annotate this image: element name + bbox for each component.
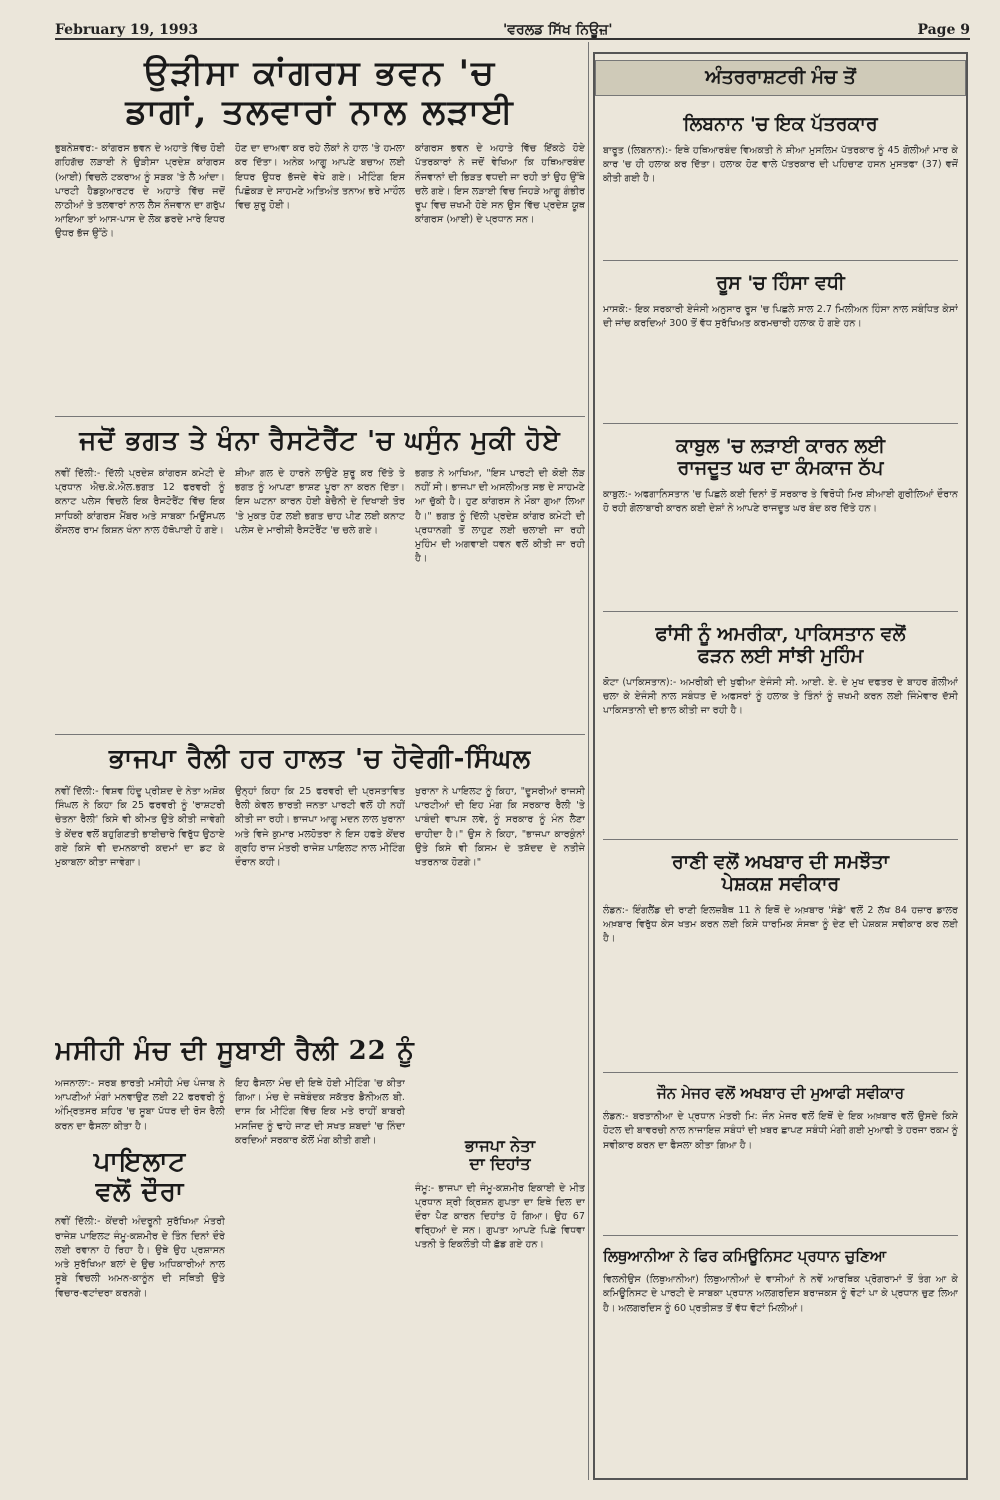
- headline-line: ਮਸੀਹੀ ਮੰਚ ਦੀ ਸੂਬਾਈ ਰੈਲੀ 22 ਨੂੰ: [55, 1036, 415, 1066]
- headline-line: ਪਾਇਲਾਟ: [93, 1146, 187, 1177]
- headline-line: ਜਦੋਂ ਭਗਤ ਤੇ ਖੰਨਾ ਰੈਸਟੋਰੈਂਟ 'ਚ ਘਸੁੰਨ ਮੁਕੀ ਹੋਏ: [79, 426, 561, 456]
- headline-line: ਲਿਬਨਾਨ 'ਚ ਇਕ ਪੱਤਰਕਾਰ: [683, 113, 878, 135]
- story-text: ਜੰਮੂ:- ਭਾਜਪਾ ਦੀ ਜੰਮੂ-ਕਸ਼ਮੀਰ ਇਕਾਈ ਦੇ ਮੀਤ ਪ੍ਰਧਾਨ ਸ਼੍ਰੀ ਕ੍ਰਿਸ਼ਨ ਗੁਪਤਾ ਦਾ ਇਥੇ ਦਿਲ ਦਾ ਦੌਰਾ ਪੈਣ ਕਾਰਨ ਦਿਹਾਂਤ ਹੋ ਗਿਆ। ਉਹ 67 ਵਰ੍ਹਿਆਂ ਦੇ ਸਨ। ਗੁਪਤਾ ਆਪਣੇ ਪਿਛੇ ਵਿਧਵਾ ਪਤਨੀ ਤੇ ਇਕਲੌਤੀ ਧੀ ਛੱਡ ਗਏ ਹਨ।: [415, 1182, 585, 1251]
- headline-line: ਫੜਨ ਲਈ ਸਾਂਝੀ ਮੁਹਿੰਮ: [697, 644, 864, 667]
- column-divider: [588, 42, 589, 1480]
- section-band: [595, 60, 966, 96]
- story-christian-rally: [55, 1031, 585, 1471]
- headline-line: ਦਾ ਦਿਹਾਂਤ: [469, 1154, 531, 1174]
- issue-date: February 19, 1993: [55, 22, 199, 38]
- divider: [55, 734, 585, 735]
- headline-line: ਰਾਜਦੂਤ ਘਰ ਦਾ ਕੰਮਕਾਜ ਠੱਪ: [677, 456, 884, 479]
- story-text: ਲੰਡਨ:- ਬਰਤਾਨੀਆ ਦੇ ਪ੍ਰਧਾਨ ਮੰਤਰੀ ਮਿ: ਜੌਨ ਮੇਜਰ ਵਲੋਂ ਇਥੋਂ ਦੇ ਇਕ ਅਖ਼ਬਾਰ ਵਲੋਂ ਉਸਦੇ ਕਿਸੇ ਹੋਟਲ ਦੀ ਬਾਵਰਚੀ ਨਾਲ ਨਾਜਾਇਜ਼ ਸਬੰਧਾਂ ਦੀ ਖ਼ਬਰ ਛਾਪਣ ਸਬੰਧੀ ਮੰਗੀ ਗਈ ਮੁਆਫੀ ਤੇ ਹਰਜਾ ਰਕਮ ਨੂੰ ਸਵੀਕਾਰ ਕਰਨ ਦਾ ਫੈਸਲਾ ਕੀਤਾ ਗਿਆ ਹੈ।: [603, 1111, 958, 1151]
- headline-line: ਡਾਗਾਂ, ਤਲਵਾਰਾਂ ਨਾਲ ਲੜਾਈ: [125, 92, 515, 133]
- headline-line: ਰੂਸ 'ਚ ਹਿੰਸਾ ਵਧੀ: [716, 272, 845, 294]
- headline-line: ਲਿਥੁਆਨੀਆ ਨੇ ਫਿਰ ਕਮਿਊਨਿਸਟ ਪ੍ਰਧਾਨ ਚੁਣਿਆ: [603, 1247, 887, 1265]
- story-text: ਇਹ ਫੈਸਲਾ ਮੰਚ ਦੀ ਇਥੇ ਹੋਈ ਮੀਟਿੰਗ 'ਚ ਕੀਤਾ ਗਿਆ। ਮੰਚ ਦੇ ਜਥੇਬੰਦਕ ਸਕੱਤਰ ਡੈਨੀਅਲ ਬੀ. ਦਾਸ ਕਿ ਮੀਟਿੰਗ ਵਿੱਚ ਇਕ ਮਤੇ ਰਾਹੀਂ ਬਾਬਰੀ ਮਸਜਿਦ ਨੂੰ ਢਾਹੇ ਜਾਣ ਦੀ ਸਖਤ ਸ਼ਬਦਾਂ 'ਚ ਨਿੰਦਾ ਕਰਦਿਆਂ ਸਰਕਾਰ ਕੋਲੋਂ ਮੰਗ ਕੀਤੀ ਗਈ।: [235, 1077, 405, 1146]
- story-text: ਮਾਸਕੋ:- ਇਕ ਸਰਕਾਰੀ ਏਜੰਸੀ ਅਨੁਸਾਰ ਰੂਸ 'ਚ ਪਿਛਲੇ ਸਾਲ 2.7 ਮਿਲੀਅਨ ਹਿੰਸਾ ਨਾਲ ਸਬੰਧਿਤ ਕੇਸਾਂ ਦੀ ਜਾਂਚ ਕਰਦਿਆਂ 300 ਤੋਂ ਵੱਧ ਸੁਰੱਖਿਅਤ ਕਰਮਚਾਰੀ ਹਲਾਕ ਹੋ ਗਏ ਹਨ।: [603, 303, 958, 330]
- international-column: [593, 52, 968, 1480]
- side-story: [603, 618, 958, 833]
- story-orissa: [55, 42, 585, 410]
- story-text: ਬਾਰੂਤ (ਲਿਬਨਾਨ):- ਇਥੇ ਹਥਿਆਰਬੰਦ ਵਿਅਕਤੀ ਨੇ ਸ਼ੀਆ ਮੁਸਲਿਮ ਪੱਤਰਕਾਰ ਨੂੰ 45 ਗੋਲੀਆਂ ਮਾਰ ਕੇ ਕਾਰ 'ਚ ਹੀ ਹਲਾਕ ਕਰ ਦਿੱਤਾ। ਹਲਾਕ ਹੋਣ ਵਾਲੇ ਪੱਤਰਕਾਰ ਦੀ ਪਹਿਚਾਣ ਹਸਨ ਮੁਸਤਫਾ (37) ਵਜੋਂ ਕੀਤੀ ਗਈ ਹੈ।: [603, 144, 958, 185]
- page-header: [55, 14, 970, 40]
- story-text: ਕਾਂਗਰਸ ਭਵਨ ਦੇ ਅਹਾਤੇ ਵਿੱਚ ਇੱਕਠੇ ਹੋਏ ਪੱਤਰਕਾਰਾਂ ਨੇ ਜਦੋਂ ਵੇਖਿਆ ਕਿ ਹਥਿਆਰਬੰਦ ਨੌਜਵਾਨਾਂ ਦੀ ਭਿੜਤ ਵਧਦੀ ਜਾ ਰਹੀ ਤਾਂ ਉਹ ਉੱਥੇ ਚਲੇ ਗਏ। ਇਸ ਲੜਾਈ ਵਿਚ ਜਿਹੜੇ ਆਗੂ ਗੰਭੀਰ ਰੂਪ ਵਿਚ ਜ਼ਖਮੀ ਹੋਏ ਸਨ ਉਸ ਵਿੱਚ ਪ੍ਰਦੇਸ਼ ਯੂਥ ਕਾਂਗਰਸ (ਆਈ) ਦੇ ਪ੍ਰਧਾਨ ਸਨ।: [415, 143, 585, 226]
- side-story: [603, 846, 958, 1066]
- page-number: Page 9: [917, 22, 970, 38]
- headline-line: ਉੜੀਸਾ ਕਾਂਗਰਸ ਭਵਨ 'ਚ: [144, 53, 496, 93]
- divider: [603, 423, 958, 424]
- section-title: ਅੰਤਰਰਾਸ਼ਟਰੀ ਮੰਚ ਤੋਂ: [705, 66, 856, 89]
- story-text: ਨਵੀਂ ਦਿੱਲੀ:- ਦਿੱਲੀ ਪ੍ਰਦੇਸ਼ ਕਾਂਗਰਸ ਕਮੇਟੀ ਦੇ ਪ੍ਰਧਾਨ ਐਚ.ਕੇ.ਐਲ.ਭਗਤ 12 ਫਰਵਰੀ ਨੂੰ ਕਨਾਟ ਪਲੇਸ ਵਿਚਲੇ ਇਕ ਰੈਸਟੋਰੈਂਟ ਵਿੱਚ ਇਕ ਸਾਧਿਕੀ ਕਾਂਗਰਸ ਮੈਂਬਰ ਅਤੇ ਸਾਬਕਾ ਮਿਊਂਸਪਲ ਕੌਂਸਲਰ ਰਾਮ ਕਿਸ਼ਨ ਖੰਨਾ ਨਾਲ ਹੱਥੋਪਾਈ ਹੋ ਗਏ।: [55, 467, 225, 536]
- side-story: [603, 430, 958, 605]
- headline-line: ਫਾਂਸੀ ਨੂੰ ਅਮਰੀਕਾ, ਪਾਕਿਸਤਾਨ ਵਲੋਂ: [655, 623, 906, 645]
- story-text: ਨਵੀਂ ਦਿੱਲੀ:- ਕੇਂਦਰੀ ਅੰਦਰੂਨੀ ਸੁਰੱਖਿਆ ਮੰਤਰੀ ਰਾਜੇਸ਼ ਪਾਇਲਟ ਜੰਮੂ-ਕਸ਼ਮੀਰ ਦੇ ਤਿੰਨ ਦਿਨਾਂ ਦੌਰੇ ਲਈ ਰਵਾਨਾ ਹੋ ਰਿਹਾ ਹੈ। ਉਥੇ ਉਹ ਪ੍ਰਸ਼ਾਸਨ ਅਤੇ ਸੁਰੱਖਿਆ ਬਲਾਂ ਦੇ ਉਚ ਅਧਿਕਾਰੀਆਂ ਨਾਲ ਸੂਬੇ ਵਿਚਲੀ ਅਮਨ-ਕਾਨੂੰਨ ਦੀ ਸਥਿਤੀ ਉਤੇ ਵਿਚਾਰ-ਵਟਾਂਦਰਾ ਕਰਨਗੇ।: [55, 1216, 225, 1299]
- side-story: [603, 104, 958, 254]
- story-text: ਕੋਟਾ (ਪਾਕਿਸਤਾਨ):- ਅਮਰੀਕੀ ਦੀ ਖੁਫੀਆ ਏਜੰਸੀ ਸੀ. ਆਈ. ਏ. ਦੇ ਮੁਖ ਦਫਤਰ ਦੇ ਬਾਹਰ ਗੋਲੀਆਂ ਚਲਾ ਕੇ ਏਜੰਸੀ ਨਾਲ ਸਬੰਧਤ ਦੋ ਅਫਸਰਾਂ ਨੂੰ ਹਲਾਕ ਤੇ ਤਿੰਨਾਂ ਨੂੰ ਜ਼ਖਮੀ ਕਰਨ ਲਈ ਜਿੰਮੇਵਾਰ ਦੱਸੀ ਪਾਕਿਸਤਾਨੀ ਦੀ ਭਾਲ ਕੀਤੀ ਜਾ ਰਹੀ ਹੈ।: [603, 676, 958, 717]
- side-story: [603, 1079, 958, 1229]
- divider: [603, 839, 958, 840]
- story-text: ਲੰਡਨ:- ਇੰਗਲੈਂਡ ਦੀ ਰਾਣੀ ਇਲਜ਼ਬੈਥ 11 ਨੇ ਇਥੋਂ ਦੇ ਅਖ਼ਬਾਰ 'ਸੰਡੇ' ਵਲੋਂ 2 ਲੱਖ 84 ਹਜ਼ਾਰ ਡਾਲਰ ਅਖ਼ਬਾਰ ਵਿਰੁੱਧ ਕੇਸ ਖਤਮ ਕਰਨ ਲਈ ਕਿਸੇ ਧਾਰਮਿਕ ਸੰਸਥਾ ਨੂੰ ਦੇਣ ਦੀ ਪੇਸ਼ਕਸ਼ ਸਵੀਕਾਰ ਕਰ ਲਈ ਹੈ।: [603, 904, 958, 945]
- story-text: ਵਿਲਨੀਉਸ (ਲਿਥੁਆਨੀਆ) ਲਿਥੁਆਨੀਆਂ ਦੇ ਵਾਸੀਆਂ ਨੇ ਨਵੇਂ ਆਰਥਿਕ ਪ੍ਰੋਗਰਾਮਾਂ ਤੋਂ ਤੰਗ ਆ ਕੇ ਕਮਿਊਨਿਸਟ ਦੇ ਪਾਰਟੀ ਦੇ ਸਾਬਕਾ ਪ੍ਰਧਾਨ ਅਲਗਰਦਿਸ ਬਰਾਜਕਸ ਨੂੰ ਵੋਟਾਂ ਪਾ ਕੇ ਪ੍ਰਧਾਨ ਚੁਣ ਲਿਆ ਹੈ। ਅਲਗਰਦਿਸ ਨੂੰ 60 ਪ੍ਰਤੀਸ਼ਤ ਤੋਂ ਵੱਧ ਵੋਟਾਂ ਮਿਲੀਆਂ।: [603, 1274, 958, 1314]
- story-text: ਨਵੀਂ ਦਿੱਲੀ:- ਵਿਸ਼ਵ ਹਿੰਦੂ ਪ੍ਰੀਸ਼ਦ ਦੇ ਨੇਤਾ ਅਸ਼ੋਕ ਸਿੰਘਲ ਨੇ ਕਿਹਾ ਕਿ 25 ਫਰਵਰੀ ਨੂੰ 'ਰਾਸ਼ਟਰੀ ਚੇਤਨਾ ਰੈਲੀ' ਕਿਸੇ ਵੀ ਕੀਮਤ ਉਤੇ ਕੀਤੀ ਜਾਵੇਗੀ ਤੇ ਕੇਂਦਰ ਵਲੋਂ ਬਹੁਗਿਣਤੀ ਭਾਈਚਾਰੇ ਵਿਰੁੱਧ ਉਠਾਏ ਗਏ ਕਿਸੇ ਵੀ ਦਮਨਕਾਰੀ ਕਦਮਾਂ ਦਾ ਡਟ ਕੇ ਮੁਕਾਬਲਾ ਕੀਤਾ ਜਾਵੇਗਾ।: [55, 785, 225, 868]
- masthead: 'ਵਰਲਡ ਸਿੱਖ ਨਿਊਜ਼': [502, 22, 613, 38]
- divider: [603, 611, 958, 612]
- divider: [55, 416, 585, 417]
- story-text: ਖੁਰਾਨਾ ਨੇ ਪਾਇਲਟ ਨੂੰ ਕਿਹਾ, "ਦੂਸਰੀਆਂ ਰਾਜਸੀ ਪਾਰਟੀਆਂ ਦੀ ਇਹ ਮੰਗ ਕਿ ਸਰਕਾਰ ਰੈਲੀ 'ਤੇ ਪਾਬੰਦੀ ਵਾਪਸ ਲਵੇ, ਨੂੰ ਸਰਕਾਰ ਨੂੰ ਮੰਨ ਲੈਣਾ ਚਾਹੀਦਾ ਹੈ।" ਉਸ ਨੇ ਕਿਹਾ, "ਭਾਜਪਾ ਕਾਰਕੁੰਨਾਂ ਉਤੇ ਕਿਸੇ ਵੀ ਕਿਸਮ ਦੇ ਤਸ਼ੱਦਦ ਦੇ ਨਤੀਜੇ ਖਤਰਨਾਕ ਹੋਣਗੇ।": [415, 785, 585, 868]
- main-column: [55, 42, 585, 1480]
- story-text: ਹੋਣ ਦਾ ਦਾਅਵਾ ਕਰ ਰਹੇ ਲੋਕਾਂ ਨੇ ਹਾਲ 'ਤੇ ਹਮਲਾ ਕਰ ਦਿੱਤਾ। ਅਨੇਕ ਆਗੂ ਆਪਣੇ ਬਚਾਅ ਲਈ ਇਧਰ ਉਧਰ ਭੱਜਦੇ ਵੇਖੇ ਗਏ। ਮੀਟਿੰਗ ਇਸ ਪਿਛੋਕੜ ਦੇ ਸਾਹਮਣੇ ਅਤਿਅੰਤ ਤਨਾਅ ਭਰੇ ਮਾਹੌਲ ਵਿਚ ਸ਼ੁਰੂ ਹੋਈ।: [235, 143, 405, 211]
- story-bhagat: [55, 423, 585, 728]
- story-text: ਸ਼ੀਆ ਗਲ ਦੇ ਹਾਰਨੇ ਲਾਉਣੇ ਸ਼ੁਰੂ ਕਰ ਦਿੱਤੇ ਤੇ ਭਗਤ ਨੂੰ ਆਪਣਾ ਭਾਸ਼ਣ ਪੂਰਾ ਨਾ ਕਰਨ ਦਿੱਤਾ। ਇਸ ਘਟਨਾ ਕਾਰਨ ਹੋਈ ਬੇਚੈਨੀ ਦੇ ਦਿਖਾਈ ਤੋਰ 'ਤੇ ਮੁਕਤ ਹੋਣ ਲਈ ਭਗਤ ਚਾਹ ਪੀਣ ਲਈ ਕਨਾਟ ਪਲੇਸ ਦੇ ਮਾਰੀਸ਼ੀ ਰੈਸਟੋਰੈਂਟ 'ਚ ਚਲੇ ਗਏ।: [235, 467, 405, 536]
- headline-line: ਭਾਜਪਾ ਰੈਲੀ ਹਰ ਹਾਲਤ 'ਚ ਹੋਵੇਗੀ-ਸਿੰਘਲ: [108, 744, 532, 774]
- headline-line: ਜੌਨ ਮੇਜਰ ਵਲੋਂ ਅਖਬਾਰ ਦੀ ਮੁਆਫੀ ਸਵੀਕਾਰ: [656, 1084, 905, 1102]
- story-text: ਕਾਬੁਲ:- ਅਫਗਾਨਿਸਤਾਨ 'ਚ ਪਿਛਲੇ ਕਈ ਦਿਨਾਂ ਤੋਂ ਸਰਕਾਰ ਤੇ ਵਿਰੋਧੀ ਮਿਰ ਸ਼ੀਆਈ ਗੁਰੀਲਿਆਂ ਦੌਰਾਨ ਹੋ ਰਹੀ ਗੋਲਾਬਾਰੀ ਕਾਰਨ ਕਈ ਦੇਸ਼ਾਂ ਨੇ ਆਪਣੇ ਰਾਜਦੂਤ ਘਰ ਬੰਦ ਕਰ ਦਿੱਤੇ ਹਨ।: [603, 488, 958, 514]
- headline-line: ਭਾਜਪਾ ਨੇਤਾ: [464, 1135, 536, 1155]
- story-text: ਅਜਨਾਲਾ:- ਸਰਬ ਭਾਰਤੀ ਮਸੀਹੀ ਮੰਚ ਪੰਜਾਬ ਨੇ ਆਪਣੀਆਂ ਮੰਗਾਂ ਮਨਵਾਉਣ ਲਈ 22 ਫਰਵਰੀ ਨੂੰ ਅੰਮ੍ਰਿਤਸਰ ਸ਼ਹਿਰ 'ਚ ਸੂਬਾ ਪੱਧਰ ਦੀ ਰੋਸ ਰੈਲੀ ਕਰਨ ਦਾ ਫੈਸਲਾ ਕੀਤਾ ਹੈ।: [55, 1077, 225, 1132]
- story-text: ਭਗਤ ਨੇ ਆਖਿਆ, "ਇਸ ਪਾਰਟੀ ਦੀ ਕੋਈ ਲੋੜ ਨਹੀਂ ਸੀ। ਭਾਜਪਾ ਦੀ ਅਸਲੀਅਤ ਸਭ ਦੇ ਸਾਹਮਣੇ ਆ ਚੁੱਕੀ ਹੈ। ਹੁਣ ਕਾਂਗਰਸ ਨੇ ਮੌਕਾ ਗੁਆ ਲਿਆ ਹੈ।" ਭਗਤ ਨੂੰ ਦਿੱਲੀ ਪ੍ਰਦੇਸ਼ ਕਾਂਗਰ ਕਮੇਟੀ ਦੀ ਪ੍ਰਧਾਨਗੀ ਤੋਂ ਲਾਹੁਣ ਲਈ ਚਲਾਈ ਜਾ ਰਹੀ ਮੁਹਿੰਮ ਦੀ ਅਗਵਾਈ ਧਵਨ ਵਲੋਂ ਕੀਤੀ ਜਾ ਰਹੀ ਹੈ।: [415, 467, 585, 565]
- side-story: [603, 1242, 958, 1392]
- headline-line: ਕਾਬੁਲ 'ਚ ਲੜਾਈ ਕਾਰਨ ਲਈ: [675, 435, 885, 457]
- story-text: ਉਨ੍ਹਾਂ ਕਿਹਾ ਕਿ 25 ਫਰਵਰੀ ਦੀ ਪ੍ਰਸਤਾਵਿਤ ਰੈਲੀ ਕੇਵਲ ਭਾਰਤੀ ਜਨਤਾ ਪਾਰਟੀ ਵਲੋਂ ਹੀ ਨਹੀਂ ਕੀਤੀ ਜਾ ਰਹੀ। ਭਾਜਪਾ ਆਗੂ ਮਦਨ ਲਾਲ ਖੁਰਾਨਾ ਅਤੇ ਵਿਜੇ ਕੁਮਾਰ ਮਲਹੋਤਰਾ ਨੇ ਇਸ ਹਫਤੇ ਕੇਂਦਰ ਗ੍ਰਹਿ ਰਾਜ ਮੰਤਰੀ ਰਾਜੇਸ਼ ਪਾਇਲਟ ਨਾਲ ਮੀਟਿੰਗ ਦੌਰਾਨ ਕਹੀ।: [235, 785, 405, 868]
- headline-line: ਪੇਸ਼ਕਸ਼ ਸਵੀਕਾਰ: [721, 872, 840, 895]
- divider: [603, 260, 958, 261]
- side-story: [603, 267, 958, 417]
- headline-line: ਵਲੋਂ ਦੌਰਾ: [95, 1176, 185, 1207]
- divider: [603, 1235, 958, 1236]
- story-bjp-rally: [55, 741, 585, 1031]
- story-text: ਭੁਬਨੇਸ਼ਵਰ:- ਕਾਂਗਰਸ ਭਵਨ ਦੇ ਅਹਾਤੇ ਵਿੱਚ ਹੋਈ ਗਹਿਗੱਚ ਲੜਾਈ ਨੇ ਉੜੀਸਾ ਪ੍ਰਦੇਸ਼ ਕਾਂਗਰਸ (ਆਈ) ਵਿਚਲੇ ਟਕਰਾਅ ਨੂੰ ਸੜਕ 'ਤੇ ਲੈ ਆਂਦਾ। ਪਾਰਟੀ ਹੈਡਕੁਆਰਟਰ ਦੇ ਅਹਾਤੇ ਵਿੱਚ ਜਦੋਂ ਲਾਠੀਆਂ ਤੇ ਤਲਵਾਰਾਂ ਨਾਲ ਲੈਸ ਨੌਜਵਾਨ ਦਾ ਗਰੁੱਪ ਆਇਆ ਤਾਂ ਆਸ-ਪਾਸ ਦੇ ਲੋਕ ਡਰਦੇ ਮਾਰੇ ਇਧਰ ਉਧਰ ਭੱਜ ਉੱਠੇ।: [55, 143, 225, 240]
- headline-line: ਰਾਣੀ ਵਲੋਂ ਅਖਬਾਰ ਦੀ ਸਮਝੌਤਾ: [672, 851, 889, 873]
- divider: [603, 1072, 958, 1073]
